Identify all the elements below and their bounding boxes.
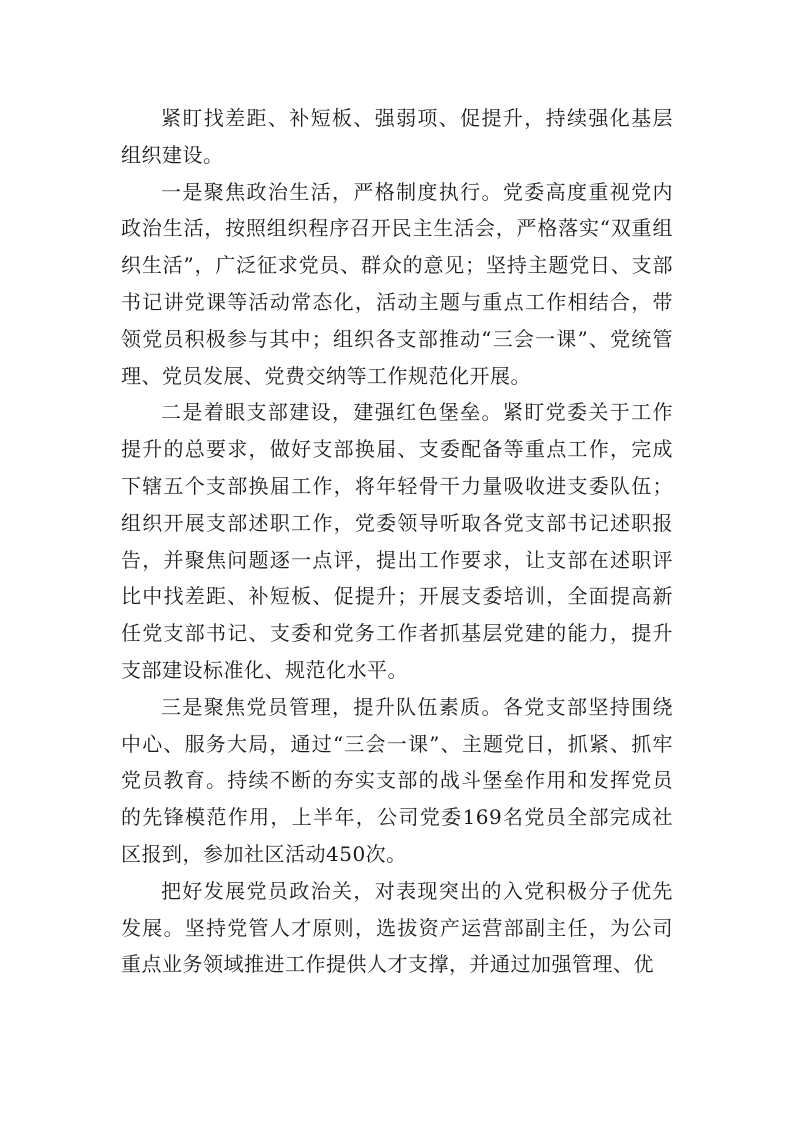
- paragraph-branch-building: 二是着眼支部建设，建强红色堡垒。紧盯党委关于工作提升的总要求，做好支部换届、支委配备等重点工作，完成下辖五个支部换届工作，将年轻骨干力量吸收进支委队伍；组织开展支部述职工作，党委领导听取各党支部书记述职报告，并聚焦问题逐一点评，提出工作要求，让支部在述职评比中找差距、补短板、促提升；开展支委培训，全面提高新任党支部书记、支委和党务工作者抓基层党建的能力，提升支部建设标准化、规范化水平。: [121, 400, 673, 682]
- paragraph-member-development: 把好发展党员政治关，对表现突出的入党积极分子优先发展。坚持党管人才原则，选拔资产运营部副主任，为公司重点业务领域推进工作提供人才支撑，并通过加强管理、优: [121, 878, 673, 977]
- document-body: [121, 100, 673, 983]
- paragraph-member-management: 三是聚焦党员管理，提升队伍素质。各党支部坚持围绕中心、服务大局，通过“三会一课”、主题党日，抓紧、抓牢党员教育。持续不断的夯实支部的战斗堡垒作用和发挥党员的先锋模范作用，上半年，公司党委169名党员全部完成社区报到，参加社区活动450次。: [121, 694, 673, 866]
- paragraph-political-life: 一是聚焦政治生活，严格制度执行。党委高度重视党内政治生活，按照组织程序召开民主生活会，严格落实“双重组织生活”，广泛征求党员、群众的意见；坚持主题党日、支部书记讲党课等活动常态化，活动主题与重点工作相结合，带领党员积极参与其中；组织各支部推动“三会一课”、党统管理、党员发展、党费交纳等工作规范化开展。: [121, 179, 673, 388]
- paragraph-intro: 紧盯找差距、补短板、强弱项、促提升，持续强化基层组织建设。: [121, 106, 673, 167]
